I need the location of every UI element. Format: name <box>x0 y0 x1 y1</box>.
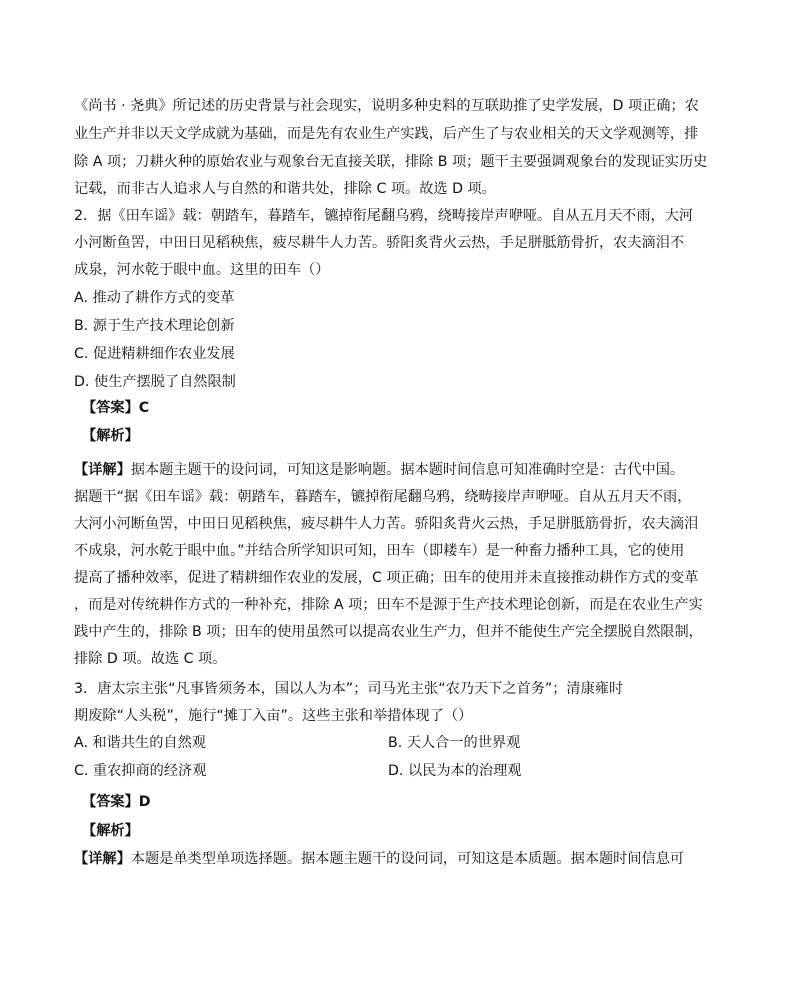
answer-tag: 【答案】 <box>82 400 139 416</box>
analysis-tag: 【解析】 <box>82 428 139 444</box>
analysis-line: 除 A 项；刀耕火种的原始农业与观象台无直接关联，排除 B 项；题干主要强调观象台的发现证实历史 <box>74 154 708 170</box>
detail-text: 据本题主题干的设问词，可知这是影响题。据本题时间信息可知准确时空是：古代中国。 <box>130 462 685 478</box>
option-b: B. 源于生产技术理论创新 <box>74 318 235 334</box>
analysis-line: 业生产并非以天文学成就为基础，而是先有农业生产实践，后产生了与农业相关的天文学观测等，排 <box>74 126 699 142</box>
detail-tag: 【详解】 <box>74 462 131 478</box>
option-b: B. 天人合一的世界观 <box>388 735 521 751</box>
detail-line: 排除 D 项。故选 C 项。 <box>74 651 227 667</box>
analysis-line: 记载，而非古人追求人与自然的和谐共处，排除 C 项。故选 D 项。 <box>74 181 496 197</box>
detail-line <box>74 460 684 480</box>
question-2-stem: 2．据《田车谣》载：朝踏车，暮踏车，镳掉衔尾翻乌鸦，绕畴接岸声咿哑。自从五月天不雨，大河 <box>74 208 694 224</box>
question-2-stem: 成泉，河水乾于眼中血。这里的田车（） <box>74 262 330 278</box>
option-c: C. 促进精耕细作农业发展 <box>74 346 235 362</box>
option-a: A. 推动了耕作方式的变革 <box>74 290 235 306</box>
option-c: C. 重农抑商的经济观 <box>74 763 207 779</box>
detail-line: 不成泉，河水乾于眼中血。”并结合所学知识可知，田车（即耧车）是一种畜力播种工具，它的使用 <box>74 543 685 559</box>
question-2-stem: 小河断鱼罟，中田日见稻秧焦，疲尽耕牛人力苦。骄阳炙背火云热，手足胼胝筋骨折，农夫滴泪不 <box>74 235 685 251</box>
detail-line: 提高了播种效率，促进了精耕细作农业的发展，C 项正确；田车的使用并未直接推动耕作方式的变革 <box>74 570 699 586</box>
option-a: A. 和谐共生的自然观 <box>74 735 206 751</box>
option-d: D. 使生产摆脱了自然限制 <box>74 374 236 390</box>
analysis-tag: 【解析】 <box>82 823 139 839</box>
detail-line: 据题干“据《田车谣》载：朝踏车，暮踏车，镳掉衔尾翻乌鸦，绕畴接岸声咿哑。自从五月天不雨， <box>74 489 692 505</box>
option-d: D. 以民为本的治理观 <box>388 763 522 779</box>
answer-line <box>82 792 151 812</box>
analysis-tag-line <box>82 426 139 446</box>
answer-value: D <box>138 794 151 810</box>
detail-line: ，而是对传统耕作方式的一种补充，排除 A 项；田车不是源于生产技术理论创新，而是在农业生产实 <box>74 597 703 613</box>
detail-line <box>74 849 684 869</box>
analysis-tag-line <box>82 821 139 841</box>
detail-tag: 【详解】 <box>74 851 131 867</box>
detail-line: 践中产生的，排除 B 项；田车的使用虽然可以提高农业生产力，但并不能使生产完全摆脱自然限制， <box>74 624 703 640</box>
question-3-stem: 期废除“人头税”，施行“摊丁入亩”。这些主张和举措体现了（） <box>74 708 473 724</box>
detail-text: 本题是单类型单项选择题。据本题主题干的设问词，可知这是本质题。据本题时间信息可 <box>130 851 685 867</box>
analysis-line: 《尚书 · 尧典》所记述的历史背景与社会现实，说明多种史料的互联助推了史学发展，D 项正确；农 <box>74 98 699 114</box>
detail-line: 大河小河断鱼罟，中田日见稻秧焦，疲尽耕牛人力苦。骄阳炙背火云热，手足胼胝筋骨折，农夫滴泪 <box>74 516 699 532</box>
answer-line <box>82 398 149 418</box>
answer-value: C <box>138 400 150 416</box>
question-3-stem: 3．唐太宗主张“凡事皆须务本，国以人为本”；司马光主张“农乃天下之首务”；清康雍时 <box>74 681 624 697</box>
answer-tag: 【答案】 <box>82 794 139 810</box>
